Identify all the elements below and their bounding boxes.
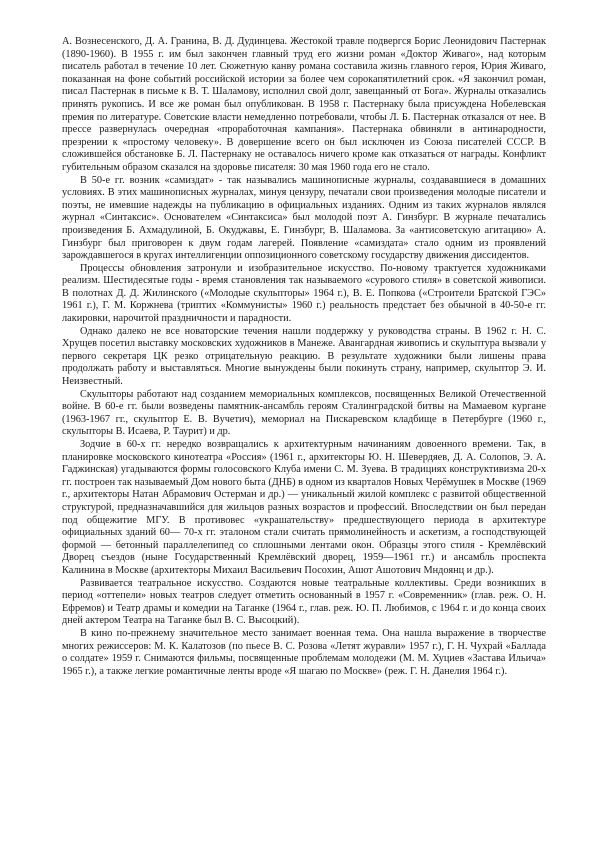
paragraph-samizdat: В 50-е гг. возник «самиздат» - так назывались машинописные журналы, создававшиеся в домашних условиях. В этих машинописных журналах, минуя цензуру, печатали свои произведения молодые писатели и поэты, не имевшие надежды на публикацию в официальных изданиях. Одним из таких журналов являлся журнал «Синтаксис». Основателем «Синтаксиса» был молодой поэт А. Гинзбург. В журнале печатались произведения Б. Ахмадулиной, Б. Окуджавы, Е. Гинзбург, В. Шаламова. За «антисоветскую агитацию» А. Гинзбург был приговорен к двум годам лагерей. Появление «самиздата» стало одним из проявлений зарождавшегося в кругах интеллигенции оппозиционного советскому государству движения диссидентов. <box>62 174 546 262</box>
paragraph-cinema: В кино по-прежнему значительное место занимает военная тема. Она нашла выражение в творчестве многих режиссеров: М. К. Калатозов (по пьесе В. С. Розова «Летят журавли» 1957 г.), Г. Н. Чухрай «Баллада о солдате» 1959 г. Снимаются фильмы, посвященные проблемам молодежи (М. М. Хуциев «Застава Ильича» 1965 г.), а также легкие романтичные ленты вроде «Я шагаю по Москве» (реж. Г. Н. Данелия 1964 г.). <box>62 627 546 677</box>
paragraph-sculpture: Скульпторы работают над созданием мемориальных комплексов, посвященных Великой Отечественной войне. В 60-е гг. были возведены памятник-ансамбль героям Сталинградской битвы на Мамаевом кургане (1963-1967 гг., скульптор Е. В. Вучетич), мемориал на Пискаревском кладбище в Петербурге (1960 г., скульпторы В. Исаева, Р. Таурит) и др. <box>62 388 546 438</box>
paragraph-fine-art: Процессы обновления затронули и изобразительное искусство. По-новому трактуется художниками реализм. Шестидесятые годы - время становления так называемого «сурового стиля» в советской живописи. В полотнах Д. Д. Жилинского («Молодые скульпторы» 1964 г.), В. Е. Попкова («Строители Братской ГЭС» 1961 г.), Г. М. Коржнева (триптих «Коммунисты» 1960 г.) реальность предстает без обычной в 40-50-е гг. лакировки, нарочитой праздничности и парадности. <box>62 262 546 325</box>
paragraph-architecture: Зодчие в 60-х гг. нередко возвращались к архитектурным начинаниям довоенного времени. Так, в планировке московского кинотеатра «Россия» (1961 г., архитекторы Ю. Н. Шевердяев, Д. А. Солопов, Э. А. Гаджинская) угадываются формы голосовского Клуба имени С. М. Зуева. В традициях конструктивизма 20-х гг. построен так называемый Дом нового быта (ДНБ) в одном из кварталов Новых Черёмушек в Москве (1969 г., архитекторы Натан Абрамович Остерман и др.) — уникальный жилой комплекс с развитой общественной структурой, предназначавшийся для жильцов разных возрастов и профессий. Впоследствии он был передан под общежитие МГУ. В противовес «украшательству» предшествующего периода в архитектуре официальных зданий 60— 70-х гг. эталоном стали считать прямолинейность и аскетизм, а господствующей формой — бетонный параллелепипед со сплошными лентами окон. Образцы этого стиля - Кремлёвский Дворец съездов (ныне Государственный Кремлёвский дворец, 1959—1961 гг.) и ансамбль проспекта Калинина в Москве (архитекторы Михаил Васильевич Посохин, Ашот Ашотович Мндоянц и др.). <box>62 439 546 576</box>
paragraph-theatre: Развивается театральное искусство. Создаются новые театральные коллективы. Среди возникших в период «оттепели» новых театров следует отметить основанный в 1957 г. «Современник» (глав. реж. О. Н. Ефремов) и Театр драмы и комедии на Таганке (1964 г., глав. реж. Ю. П. Любимов, с 1964 г. и до конца своих дней актером Театра на Таганке был В. С. Высоцкий). <box>62 577 546 627</box>
paragraph-manege: Однако далеко не все новаторские течения нашли поддержку у руководства страны. В 1962 г. Н. С. Хрущев посетил выставку московских художников в Манеже. Авангардная живопись и скульптура вызвали у первого секретаря ЦК резко отрицательную реакцию. В результате художники были лишены права продолжать работу и выставляться. Многие вынуждены были покинуть страну, например, скульптор Э. И. Неизвестный. <box>62 325 546 388</box>
paragraph-pasternak: А. Вознесенского, Д. А. Гранина, В. Д. Дудинцева. Жестокой травле подвергся Борис Леонидович Пастернак (1890-1960). В 1955 г. им был закончен главный труд его жизни роман «Доктор Живаго», над которым писатель работал в течение 10 лет. Сюжетную канву романа составила жизнь главного героя, Юрия Живаго, показанная на фоне событий российской истории за более чем сорокапятилетний срок. «Я закончил роман, писал Пастернак в письме к В. Т. Шаламову, исполнил свой долг, завещанный от Бога». Журналы отказались принять рукопись. И все же роман был опубликован. В 1958 г. Пастернаку была присуждена Нобелевская премия по литературе. Советские власти немедленно потребовали, чтобы Л. Б. Пастернак отказался от нее. В прессе развернулась очередная «проработочная кампания». Пастернака обвиняли в антинародности, презрении к «простому человеку». В довершение всего он был исключен из Союза писателей СССР. В сложившейся обстановке Б. Л. Пастернаку не оставалось ничего кроме как отказаться от награды. Конфликт губительным образом сказался на здоровье писателя: 30 мая 1960 года его не стало. <box>62 36 546 173</box>
